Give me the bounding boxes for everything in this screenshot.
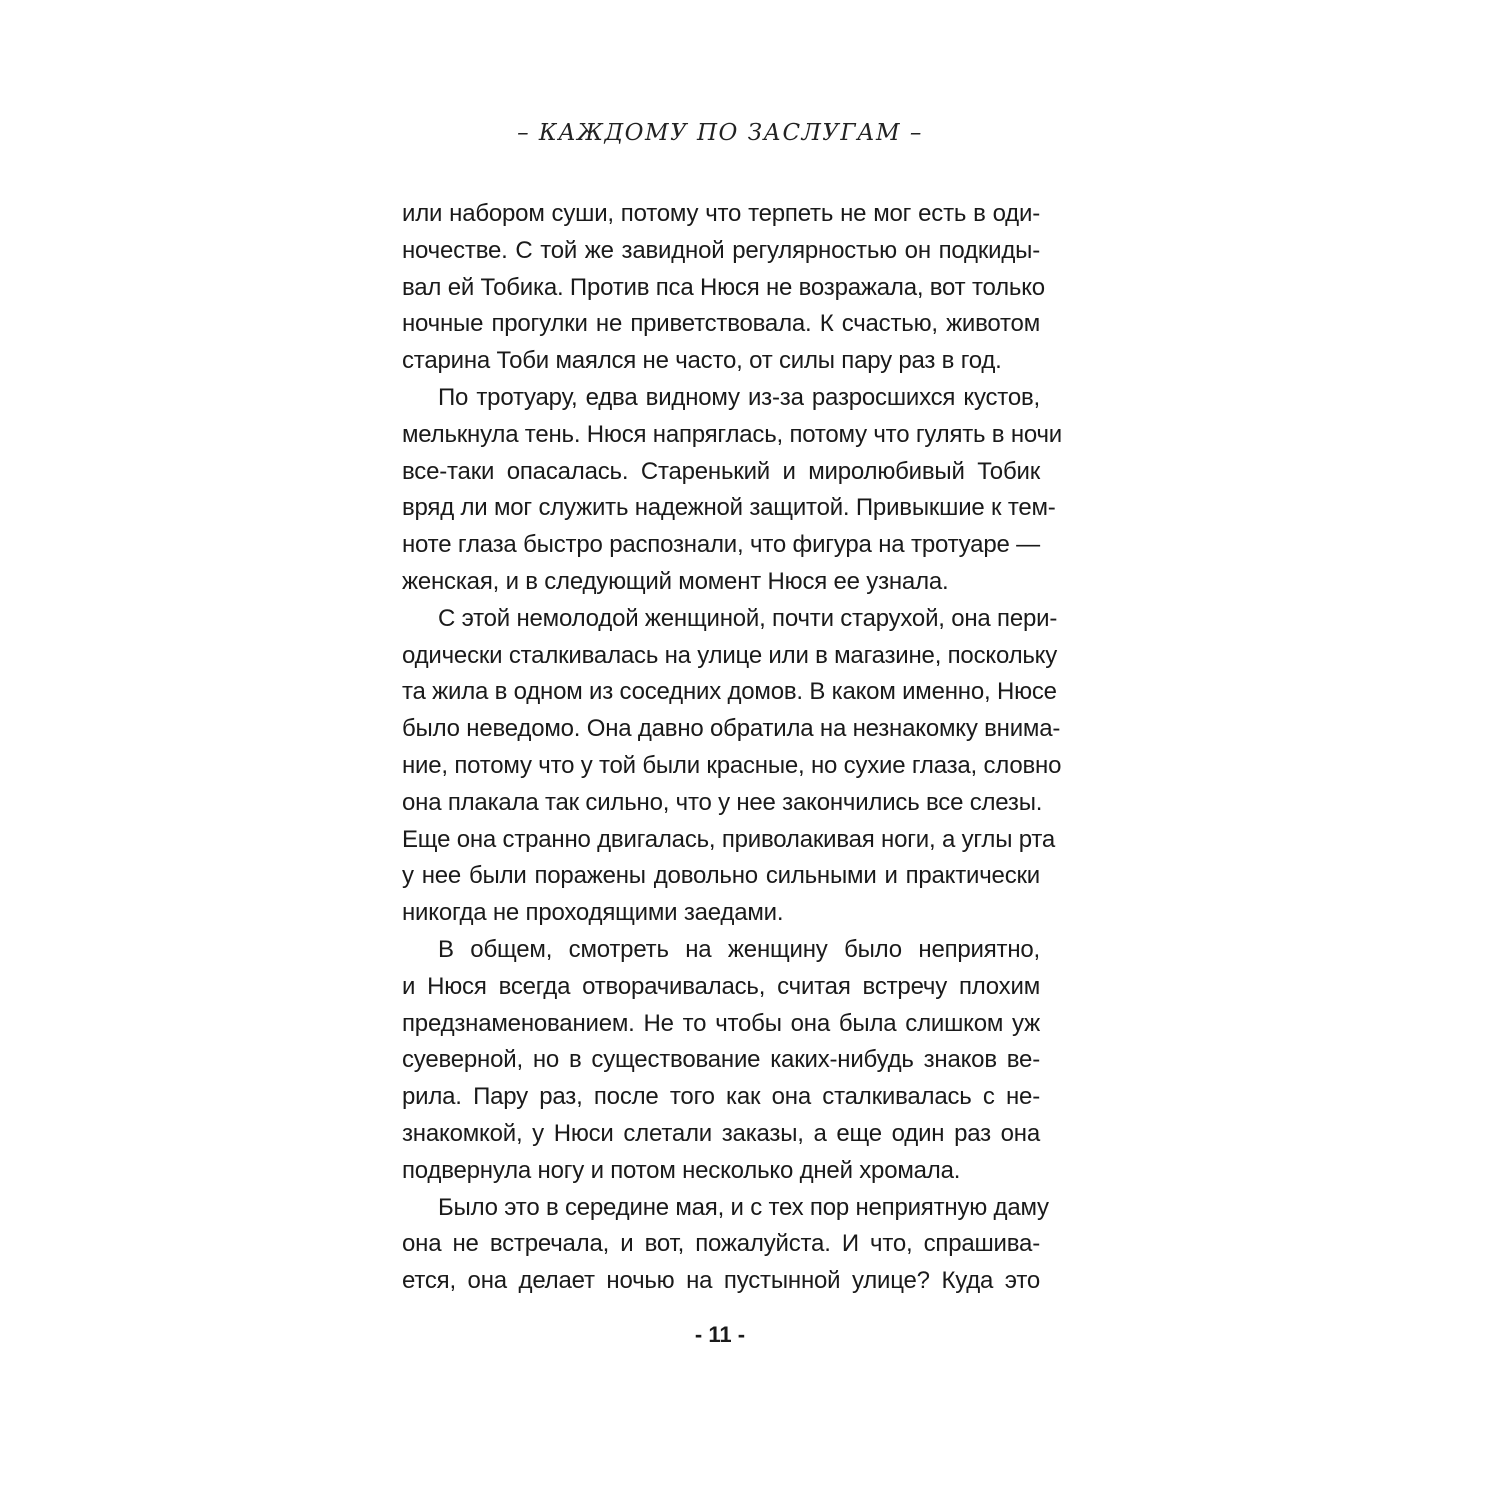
text-line: Еще она странно двигалась, приволакивая ноги, а углы рта bbox=[402, 825, 1056, 853]
text-line: вал ей Тобика. Против пса Нюся не возражала, вот только bbox=[402, 273, 1045, 301]
page-number: - 11 - bbox=[694, 1322, 746, 1347]
body-text bbox=[402, 196, 1063, 1300]
text-line: знакомкой, у Нюси слетали заказы, а еще один раз она bbox=[402, 1119, 1040, 1147]
text-line: у нее были поражены довольно сильными и практически bbox=[402, 862, 1040, 890]
text-line: ночные прогулки не приветствовала. К счастью, животом bbox=[402, 310, 1040, 338]
text-line: С этой немолодой женщиной, почти старухой, она пери- bbox=[438, 604, 1058, 632]
text-line: та жила в одном из соседних домов. В каком именно, Нюсе bbox=[402, 678, 1057, 706]
text-line: женская, и в следующий момент Нюся ее узнала. bbox=[402, 567, 949, 595]
text-line: старина Тоби маялся не часто, от силы пару раз в год. bbox=[402, 347, 1002, 375]
text-line: ется, она делает ночью на пустынной улице? Куда это bbox=[402, 1267, 1040, 1295]
text-line: ноте глаза быстро распознали, что фигура на тротуаре — bbox=[402, 531, 1040, 559]
text-line: мелькнула тень. Нюся напряглась, потому что гулять в ночи bbox=[402, 420, 1063, 448]
text-line: все-таки опасалась. Старенький и миролюбивый Тобик bbox=[402, 457, 1040, 485]
running-head: – КАЖДОМУ ПО ЗАСЛУГАМ – bbox=[517, 120, 923, 146]
text-line: подвернула ногу и потом несколько дней хромала. bbox=[402, 1156, 961, 1184]
text-line: рила. Пару раз, после того как она сталкивалась с не- bbox=[402, 1083, 1040, 1111]
text-line: было неведомо. Она давно обратила на незнакомку внима- bbox=[402, 715, 1061, 743]
text-line: В общем, смотреть на женщину было неприятно, bbox=[438, 935, 1040, 963]
text-line: предзнаменованием. Не то чтобы она была слишком уж bbox=[402, 1009, 1040, 1037]
text-line: вряд ли мог служить надежной защитой. Привыкшие к тем- bbox=[402, 494, 1056, 522]
text-line: или набором суши, потому что терпеть не мог есть в оди- bbox=[402, 200, 1040, 227]
text-line: и Нюся всегда отворачивалась, считая встречу плохим bbox=[402, 972, 1040, 1000]
text-line: никогда не проходящими заедами. bbox=[402, 899, 784, 927]
text-line: ние, потому что у той были красные, но сухие глаза, словно bbox=[402, 751, 1062, 779]
text-line: одически сталкивалась на улице или в магазине, поскольку bbox=[402, 641, 1058, 669]
text-line: По тротуару, едва видному из-за разросшихся кустов, bbox=[438, 383, 1040, 411]
text-line: она плакала так сильно, что у нее закончились все слезы. bbox=[402, 788, 1043, 816]
text-line: Было это в середине мая, и с тех пор неприятную даму bbox=[438, 1193, 1049, 1221]
text-line: суеверной, но в существование каких-нибудь знаков ве- bbox=[402, 1046, 1040, 1074]
text-line: она не встречала, и вот, пожалуйста. И что, спрашива- bbox=[402, 1230, 1040, 1258]
text-line: ночестве. С той же завидной регулярностью он подкиды- bbox=[402, 236, 1040, 264]
